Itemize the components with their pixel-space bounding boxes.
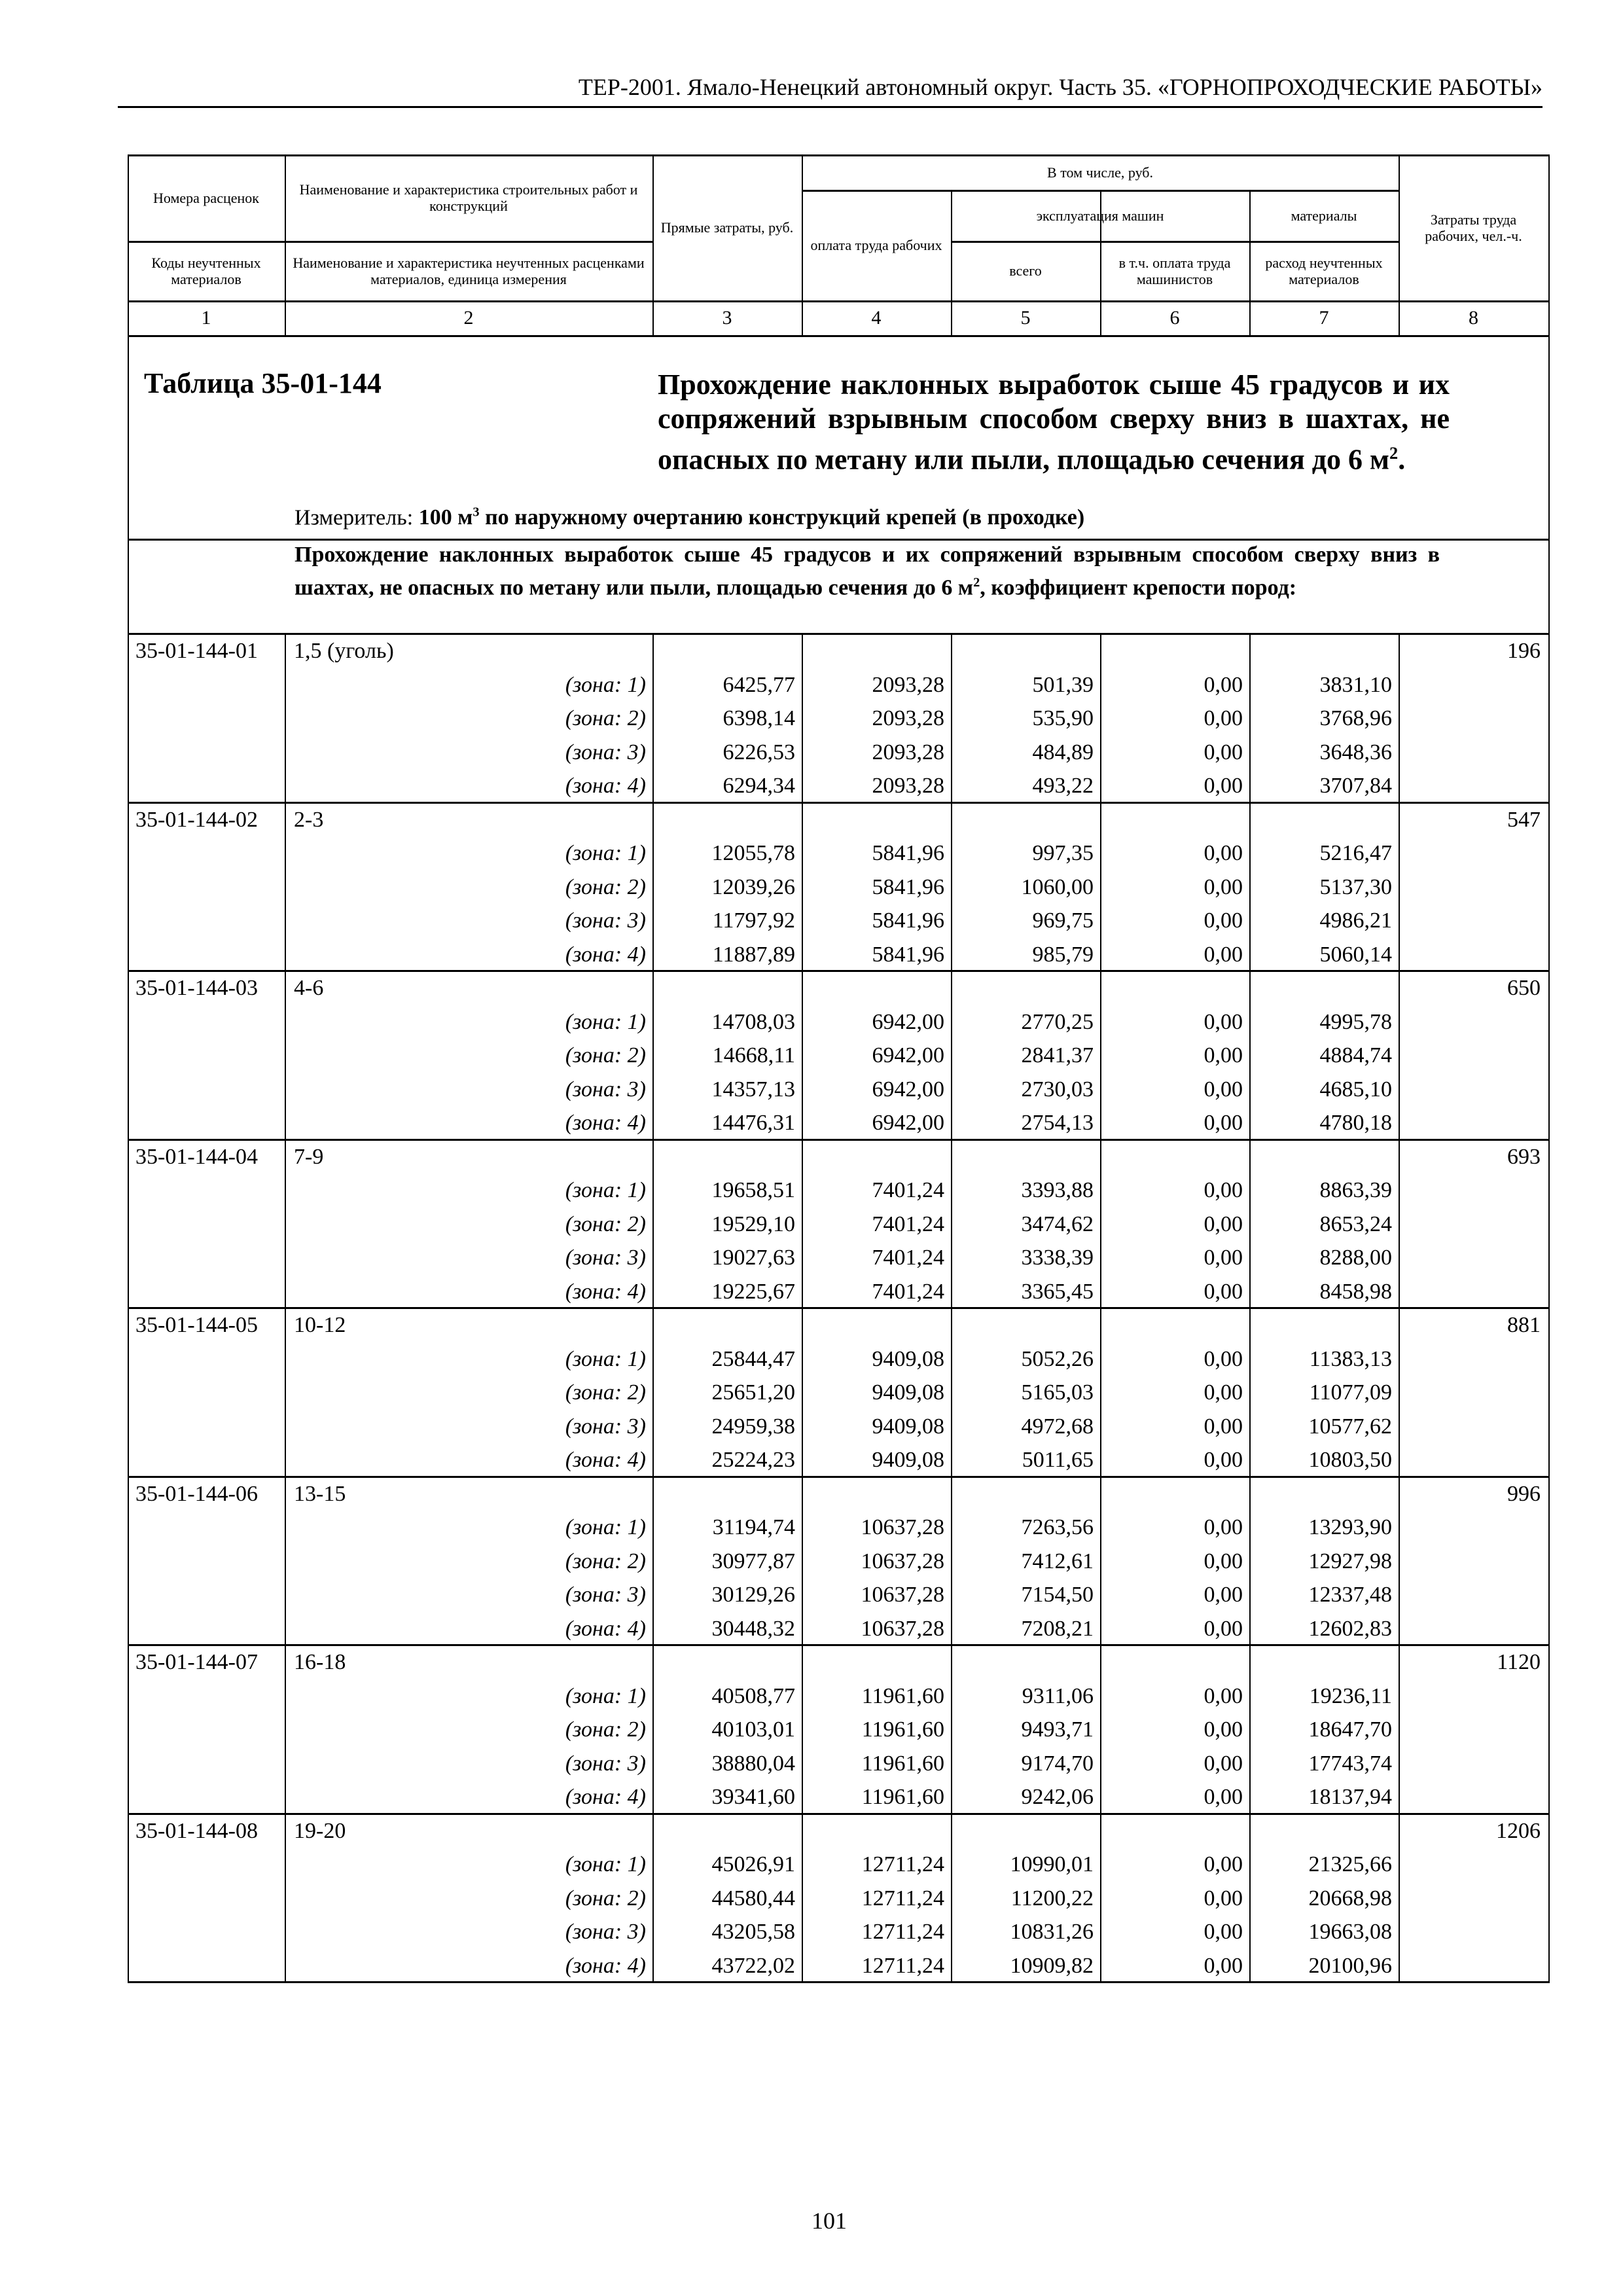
cost-value: 12337,48	[1308, 1583, 1392, 1607]
cost-value: 0,00	[1204, 1009, 1243, 1034]
cost-value: 6398,14	[722, 706, 795, 730]
cost-value: 4685,10	[1319, 1077, 1392, 1102]
labor-hours: 196	[1507, 639, 1541, 663]
zone-label: (зона: 1)	[565, 1683, 646, 1708]
table-rule	[128, 802, 1550, 804]
zone-label: (зона: 1)	[565, 1009, 646, 1034]
cost-value: 18137,94	[1308, 1785, 1392, 1809]
cost-value: 30129,26	[711, 1583, 795, 1607]
zone-label: (зона: 1)	[565, 672, 646, 697]
work-name: 13-15	[294, 1481, 346, 1506]
cost-value: 11077,09	[1309, 1380, 1392, 1405]
cost-value: 4780,18	[1319, 1111, 1392, 1135]
rate-code: 35-01-144-04	[135, 1144, 258, 1169]
cost-value: 7263,56	[1021, 1515, 1094, 1539]
labor-hours: 1206	[1496, 1818, 1541, 1843]
cost-value: 30977,87	[711, 1549, 795, 1573]
cost-value: 5841,96	[872, 874, 944, 899]
cost-value: 0,00	[1204, 1515, 1243, 1539]
cost-value: 8863,39	[1319, 1178, 1392, 1202]
cost-value: 0,00	[1204, 1886, 1243, 1910]
cost-value: 2093,28	[872, 740, 944, 764]
zone-label: (зона: 4)	[565, 774, 646, 798]
measure-unit	[294, 505, 1084, 530]
cost-value: 5841,96	[872, 841, 944, 865]
measure-sup: 3	[473, 505, 480, 520]
column-number: 1	[201, 307, 211, 329]
cost-value: 44580,44	[711, 1886, 795, 1910]
zone-label: (зона: 1)	[565, 841, 646, 865]
cost-value: 11961,60	[861, 1785, 944, 1809]
cost-value: 501,39	[1032, 672, 1094, 697]
zone-label: (зона: 4)	[565, 1111, 646, 1135]
cost-value: 4972,68	[1021, 1414, 1094, 1439]
cost-value: 0,00	[1204, 1852, 1243, 1876]
cost-value: 12711,24	[861, 1852, 944, 1876]
zone-label: (зона: 2)	[565, 1211, 646, 1236]
cost-value: 10990,01	[1010, 1852, 1094, 1876]
cost-value: 11383,13	[1309, 1346, 1392, 1371]
cost-value: 5137,30	[1319, 874, 1392, 899]
work-name: 7-9	[294, 1144, 324, 1169]
cost-value: 43205,58	[711, 1920, 795, 1944]
cost-value: 10637,28	[861, 1515, 944, 1539]
cost-value: 18647,70	[1308, 1717, 1392, 1742]
title-sup: 2	[1389, 443, 1399, 463]
zone-label: (зона: 1)	[565, 1178, 646, 1202]
zone-label: (зона: 2)	[565, 1717, 646, 1742]
labor-hours: 1120	[1497, 1650, 1541, 1674]
column-rule	[285, 154, 286, 335]
cost-value: 0,00	[1204, 1111, 1243, 1135]
cost-value: 19225,67	[711, 1279, 795, 1304]
cost-value: 4884,74	[1319, 1043, 1392, 1067]
cost-value: 21325,66	[1308, 1852, 1392, 1876]
work-name: 19-20	[294, 1818, 346, 1843]
cost-value: 0,00	[1204, 1077, 1243, 1102]
cost-value: 24959,38	[711, 1414, 795, 1439]
cost-value: 7401,24	[872, 1246, 944, 1270]
table-rule	[128, 1981, 1550, 1983]
cost-value: 20100,96	[1308, 1953, 1392, 1978]
cost-value: 10577,62	[1308, 1414, 1392, 1439]
cost-value: 0,00	[1204, 740, 1243, 764]
cost-value: 2770,25	[1021, 1009, 1094, 1034]
cost-value: 7208,21	[1021, 1616, 1094, 1641]
header-machines-total: всего	[1009, 262, 1042, 279]
cost-value: 25224,23	[711, 1448, 795, 1472]
cost-value: 14357,13	[711, 1077, 795, 1102]
column-number: 4	[871, 307, 882, 329]
cost-value: 0,00	[1204, 774, 1243, 798]
cost-value: 6294,34	[722, 774, 795, 798]
cost-value: 0,00	[1204, 1043, 1243, 1067]
header-direct-costs: Прямые затраты, руб.	[660, 219, 794, 236]
column-rule	[128, 154, 129, 1981]
zone-label: (зона: 3)	[565, 740, 646, 764]
rate-code: 35-01-144-08	[135, 1818, 258, 1843]
cost-value: 6226,53	[722, 740, 795, 764]
cost-value: 10831,26	[1010, 1920, 1094, 1944]
column-number: 7	[1319, 307, 1329, 329]
cost-value: 39341,60	[711, 1785, 795, 1809]
cost-value: 0,00	[1204, 1717, 1243, 1742]
cost-value: 9493,71	[1021, 1717, 1094, 1742]
cost-value: 0,00	[1204, 1683, 1243, 1708]
column-number: 2	[463, 307, 474, 329]
cost-value: 40103,01	[711, 1717, 795, 1742]
zone-label: (зона: 2)	[565, 1549, 646, 1573]
zone-label: (зона: 3)	[565, 1751, 646, 1776]
zone-label: (зона: 4)	[565, 1616, 646, 1641]
column-number: 5	[1020, 307, 1031, 329]
cost-value: 9409,08	[872, 1448, 944, 1472]
cost-value: 8653,24	[1319, 1211, 1392, 1236]
cost-value: 484,89	[1032, 740, 1094, 764]
cost-value: 3393,88	[1021, 1178, 1094, 1202]
cost-value: 45026,91	[711, 1852, 795, 1876]
rate-code: 35-01-144-06	[135, 1481, 258, 1506]
cost-value: 7401,24	[872, 1279, 944, 1304]
cost-value: 12711,24	[861, 1886, 944, 1910]
cost-value: 0,00	[1204, 1380, 1243, 1405]
cost-value: 969,75	[1032, 908, 1094, 933]
cost-value: 6425,77	[722, 672, 795, 697]
cost-value: 10909,82	[1010, 1953, 1094, 1978]
cost-value: 1060,00	[1021, 874, 1094, 899]
description-text: Прохождение наклонных выработок сыше 45 градусов и их сопряжений взрывным способом сверху вниз в шахтах, не опасных по метану или пыли, площадью сечения до 6 м	[294, 543, 1440, 600]
cost-value: 11961,60	[861, 1717, 944, 1742]
measure-label: Измеритель:	[294, 505, 419, 530]
cost-value: 11887,89	[712, 942, 795, 967]
cost-value: 25844,47	[711, 1346, 795, 1371]
cost-value: 12602,83	[1308, 1616, 1392, 1641]
cost-value: 14708,03	[711, 1009, 795, 1034]
cost-value: 0,00	[1204, 1920, 1243, 1944]
cost-value: 30448,32	[711, 1616, 795, 1641]
cost-value: 6942,00	[872, 1111, 944, 1135]
cost-value: 9242,06	[1021, 1785, 1094, 1809]
cost-value: 0,00	[1204, 1178, 1243, 1202]
header-materials-use: расход неучтенных материалов	[1265, 254, 1383, 287]
cost-value: 0,00	[1204, 908, 1243, 933]
zone-label: (зона: 2)	[565, 1886, 646, 1910]
rate-code: 35-01-144-02	[135, 807, 258, 832]
description-end: , коэффициент крепости пород:	[980, 575, 1297, 600]
cost-value: 10637,28	[861, 1583, 944, 1607]
column-rule	[1399, 154, 1400, 335]
cost-value: 40508,77	[711, 1683, 795, 1708]
cost-value: 2754,13	[1021, 1111, 1094, 1135]
work-name: 4-6	[294, 976, 324, 1000]
table-rule	[128, 970, 1550, 972]
cost-value: 0,00	[1204, 1616, 1243, 1641]
cost-value: 19529,10	[711, 1211, 795, 1236]
header-material-codes: Коды неучтенных материалов	[151, 254, 261, 287]
zone-label: (зона: 2)	[565, 706, 646, 730]
cost-value: 12711,24	[861, 1953, 944, 1978]
zone-label: (зона: 2)	[565, 874, 646, 899]
header-including: В том числе, руб.	[1047, 164, 1153, 181]
cost-value: 5216,47	[1319, 841, 1392, 865]
cost-value: 13293,90	[1308, 1515, 1392, 1539]
table-title-text: Прохождение наклонных выработок сыше 45 градусов и их сопряжений взрывным способом сверху вниз в шахтах, не опасных по метану или пыли, площадью сечения до 6 м	[658, 368, 1450, 476]
title-end: .	[1398, 443, 1406, 476]
header-rate-numbers: Номера расценок	[153, 189, 259, 206]
table-id: Таблица 35-01-144	[144, 367, 382, 399]
cost-value: 14476,31	[711, 1111, 795, 1135]
cost-value: 20668,98	[1308, 1886, 1392, 1910]
cost-value: 0,00	[1204, 1346, 1243, 1371]
work-name: 16-18	[294, 1650, 346, 1674]
cost-value: 19027,63	[711, 1246, 795, 1270]
zone-label: (зона: 1)	[565, 1515, 646, 1539]
cost-value: 0,00	[1204, 1279, 1243, 1304]
zone-label: (зона: 4)	[565, 1953, 646, 1978]
cost-value: 0,00	[1204, 1246, 1243, 1270]
cost-value: 11961,60	[861, 1683, 944, 1708]
cost-value: 3338,39	[1021, 1246, 1094, 1270]
cost-value: 0,00	[1204, 1448, 1243, 1472]
labor-hours: 693	[1507, 1144, 1541, 1169]
cost-value: 8458,98	[1319, 1279, 1392, 1304]
column-rule	[652, 154, 654, 335]
cost-value: 0,00	[1204, 1583, 1243, 1607]
cost-value: 0,00	[1204, 874, 1243, 899]
cost-value: 12711,24	[861, 1920, 944, 1944]
zone-label: (зона: 3)	[565, 908, 646, 933]
header-materials: материалы	[1291, 207, 1357, 224]
cost-value: 997,35	[1032, 841, 1094, 865]
cost-value: 11961,60	[861, 1751, 944, 1776]
header-labor-pay: оплата труда рабочих	[810, 237, 942, 253]
work-name: 2-3	[294, 807, 324, 832]
table-rule	[128, 335, 1550, 337]
cost-value: 43722,02	[711, 1953, 795, 1978]
zone-label: (зона: 3)	[565, 1414, 646, 1439]
header-work-name: Наименование и характеристика строительных работ и конструкций	[299, 181, 638, 214]
cost-value: 38880,04	[711, 1751, 795, 1776]
cost-value: 4986,21	[1319, 908, 1392, 933]
header-machinist-pay: в т.ч. оплата труда машинистов	[1118, 254, 1231, 287]
cost-value: 3648,36	[1319, 740, 1392, 764]
cost-value: 25651,20	[711, 1380, 795, 1405]
work-name: 1,5 (уголь)	[294, 639, 394, 663]
cost-value: 0,00	[1204, 1751, 1243, 1776]
work-name: 10-12	[294, 1313, 346, 1337]
cost-value: 7401,24	[872, 1211, 944, 1236]
measure-rest: по наружному очертанию конструкций крепей (в проходке)	[479, 505, 1085, 530]
column-rule	[802, 154, 803, 335]
zone-label: (зона: 1)	[565, 1346, 646, 1371]
cost-value: 19236,11	[1309, 1683, 1392, 1708]
column-number: 8	[1469, 307, 1478, 329]
cost-value: 19658,51	[711, 1178, 795, 1202]
cost-value: 0,00	[1204, 1953, 1243, 1978]
page-number: 101	[812, 2208, 847, 2234]
cost-value: 31194,74	[712, 1515, 795, 1539]
cost-value: 0,00	[1204, 1549, 1243, 1573]
cost-value: 9409,08	[872, 1380, 944, 1405]
cost-value: 11797,92	[712, 908, 795, 933]
work-description	[294, 541, 1440, 601]
column-rule	[951, 190, 952, 335]
cost-value: 9409,08	[872, 1414, 944, 1439]
cost-value: 0,00	[1204, 1211, 1243, 1236]
cost-value: 19663,08	[1308, 1920, 1392, 1944]
cost-value: 6942,00	[872, 1043, 944, 1067]
header-material-name: Наименование и характеристика неучтенных расценками материалов, единица измерения	[293, 254, 645, 287]
cost-value: 7412,61	[1021, 1549, 1094, 1573]
labor-hours: 547	[1507, 807, 1541, 832]
cost-value: 2841,37	[1021, 1043, 1094, 1067]
labor-hours: 650	[1507, 976, 1541, 1000]
cost-value: 12927,98	[1308, 1549, 1392, 1573]
running-header: ТЕР-2001. Ямало-Ненецкий автономный округ. Часть 35. «ГОРНОПРОХОДЧЕСКИЕ РАБОТЫ»	[578, 74, 1543, 100]
zone-label: (зона: 4)	[565, 942, 646, 967]
cost-value: 3768,96	[1319, 706, 1392, 730]
cost-value: 2093,28	[872, 672, 944, 697]
cost-value: 5841,96	[872, 908, 944, 933]
cost-value: 535,90	[1032, 706, 1094, 730]
zone-label: (зона: 4)	[565, 1279, 646, 1304]
cost-value: 8288,00	[1319, 1246, 1392, 1270]
cost-value: 6942,00	[872, 1077, 944, 1102]
cost-value: 0,00	[1204, 942, 1243, 967]
rate-code: 35-01-144-07	[135, 1650, 258, 1674]
cost-value: 5011,65	[1022, 1448, 1094, 1472]
zone-label: (зона: 3)	[565, 1246, 646, 1270]
zone-label: (зона: 2)	[565, 1380, 646, 1405]
cost-value: 0,00	[1204, 841, 1243, 865]
cost-value: 12039,26	[711, 874, 795, 899]
column-number: 6	[1169, 307, 1180, 329]
cost-value: 5060,14	[1319, 942, 1392, 967]
cost-value: 0,00	[1204, 1785, 1243, 1809]
cost-value: 5052,26	[1021, 1346, 1094, 1371]
cost-value: 2093,28	[872, 706, 944, 730]
cost-value: 2093,28	[872, 774, 944, 798]
zone-label: (зона: 3)	[565, 1583, 646, 1607]
cost-value: 12055,78	[711, 841, 795, 865]
cost-value: 2730,03	[1021, 1077, 1094, 1102]
column-number: 3	[722, 307, 732, 329]
cost-value: 14668,11	[712, 1043, 795, 1067]
labor-hours: 996	[1507, 1481, 1541, 1506]
cost-value: 3474,62	[1021, 1211, 1094, 1236]
cost-value: 10637,28	[861, 1549, 944, 1573]
column-rule	[1249, 190, 1251, 335]
table-title	[658, 368, 1450, 477]
cost-value: 9311,06	[1022, 1683, 1094, 1708]
cost-value: 7401,24	[872, 1178, 944, 1202]
header-labor-hours: Затраты труда рабочих, чел.-ч.	[1425, 211, 1522, 244]
cost-value: 9174,70	[1021, 1751, 1094, 1776]
cost-value: 5165,03	[1021, 1380, 1094, 1405]
cost-value: 0,00	[1204, 672, 1243, 697]
rate-code: 35-01-144-05	[135, 1313, 258, 1337]
measure-value: 100 м	[418, 505, 473, 530]
cost-value: 9409,08	[872, 1346, 944, 1371]
rate-code: 35-01-144-03	[135, 976, 258, 1000]
cost-value: 3365,45	[1021, 1279, 1094, 1304]
header-rule	[118, 106, 1543, 108]
zone-label: (зона: 4)	[565, 1785, 646, 1809]
zone-label: (зона: 3)	[565, 1077, 646, 1102]
cost-value: 0,00	[1204, 706, 1243, 730]
cost-value: 11200,22	[1010, 1886, 1094, 1910]
rate-code: 35-01-144-01	[135, 639, 258, 663]
cost-value: 3831,10	[1319, 672, 1392, 697]
zone-label: (зона: 1)	[565, 1852, 646, 1876]
cost-value: 5841,96	[872, 942, 944, 967]
header-machines: эксплуатация машин	[1036, 207, 1164, 224]
cost-value: 0,00	[1204, 1414, 1243, 1439]
zone-label: (зона: 3)	[565, 1920, 646, 1944]
cost-value: 6942,00	[872, 1009, 944, 1034]
table-rule	[128, 1139, 1550, 1141]
column-rule	[1548, 154, 1550, 1981]
description-sup: 2	[973, 575, 980, 590]
cost-value: 4995,78	[1319, 1009, 1392, 1034]
cost-value: 493,22	[1032, 774, 1094, 798]
cost-value: 985,79	[1032, 942, 1094, 967]
zone-label: (зона: 2)	[565, 1043, 646, 1067]
cost-value: 17743,74	[1308, 1751, 1392, 1776]
cost-value: 10803,50	[1308, 1448, 1392, 1472]
cost-value: 10637,28	[861, 1616, 944, 1641]
cost-value: 7154,50	[1021, 1583, 1094, 1607]
cost-value: 3707,84	[1319, 774, 1392, 798]
labor-hours: 881	[1507, 1313, 1541, 1337]
zone-label: (зона: 4)	[565, 1448, 646, 1472]
